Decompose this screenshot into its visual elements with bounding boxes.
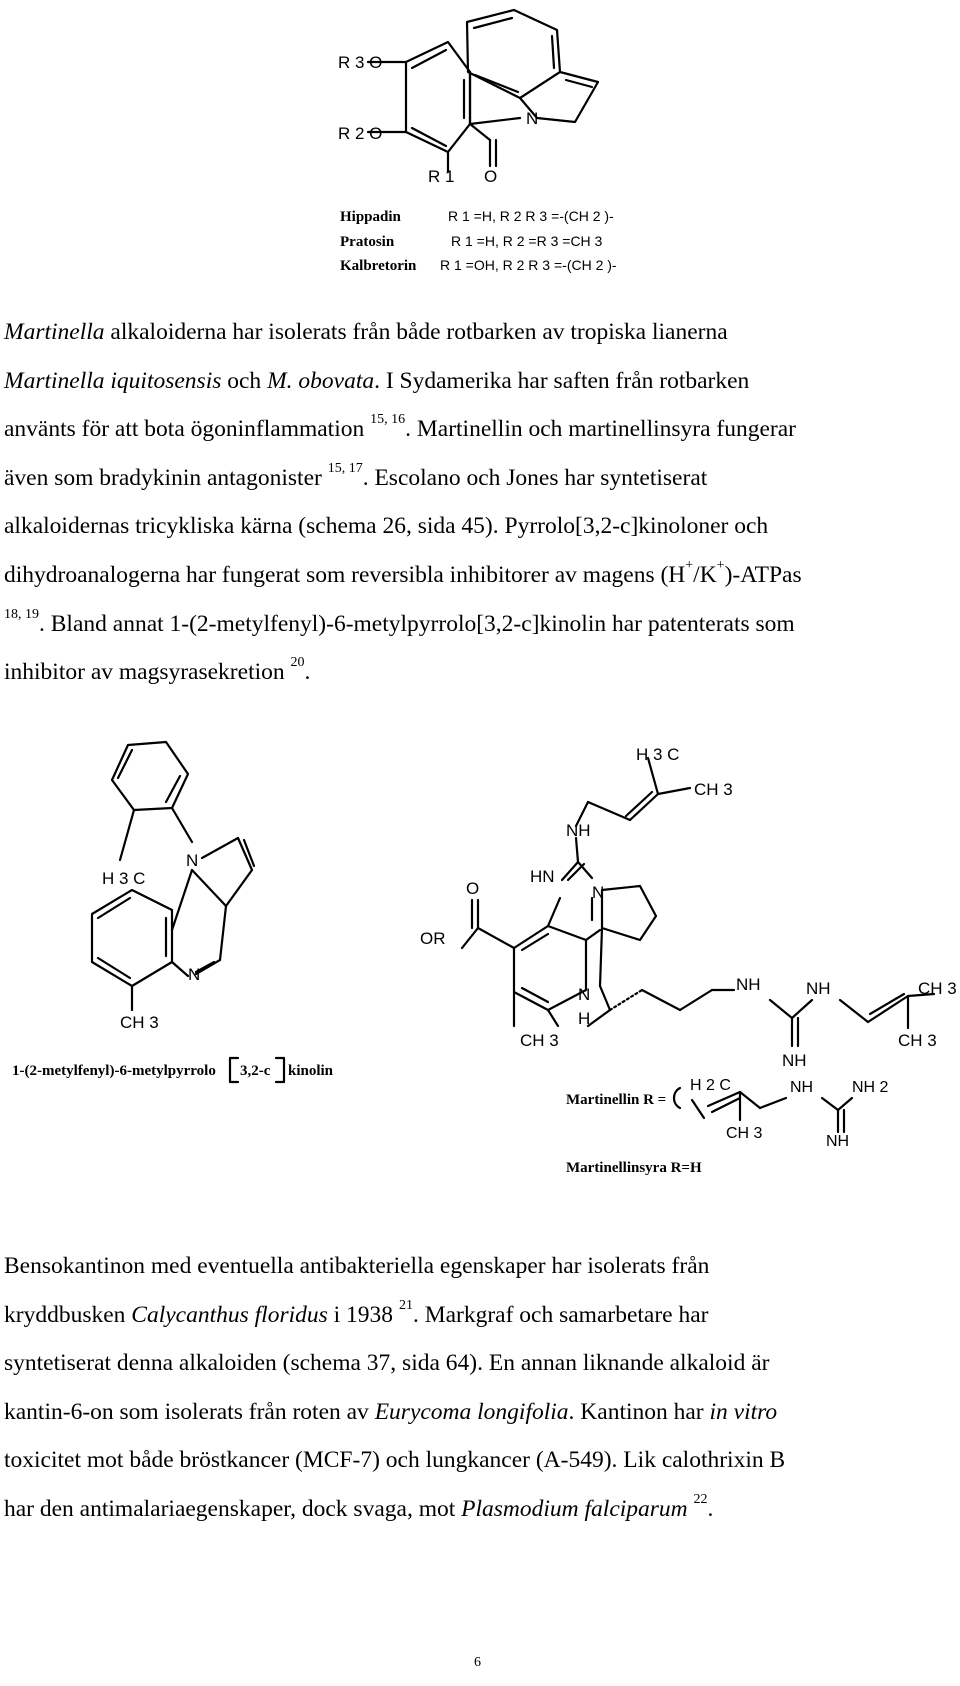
figure-schemes — [0, 720, 960, 1180]
p2-line-2: kryddbusken Calycanthus floridus i 1938 $^{21}$. Markgraf och samarbetare har — [4, 1297, 709, 1328]
ch3-right-label: CH 3 — [918, 979, 957, 998]
r2o-label: R 2 O — [338, 124, 383, 143]
carbonyl-o-label: O — [484, 167, 498, 186]
or-label: OR — [420, 929, 446, 948]
paragraph-martinella — [4, 308, 954, 697]
nh-e-label: NH — [826, 1133, 850, 1150]
ch3-r-label: CH 3 — [726, 1125, 763, 1142]
martinellin-bonds — [462, 758, 934, 1132]
ch3-left-label: CH 3 — [120, 1013, 159, 1032]
nh-b-label: NH — [806, 979, 831, 998]
bracket-close — [276, 1058, 284, 1082]
h3c-left-label: H 3 C — [102, 869, 146, 888]
p1-line-7: $^{18, 19}$. Bland annat 1-(2-metylfenyl)-6-metylpyrrolo[3,2-c]kinolin har patenterats som — [4, 606, 795, 637]
quinoline-n-label: N — [188, 965, 201, 984]
nh-upper-label: NH — [566, 821, 591, 840]
p1-line-5: alkaloidernas tricykliska kärna (schema 26, sida 45). Pyrrolo[3,2-c]kinoloner och — [4, 513, 769, 540]
nh-c-label: NH — [782, 1051, 807, 1070]
martinellin-label: Martinellin R = — [566, 1092, 667, 1108]
paragraph-bensokantinon — [4, 1242, 954, 1534]
ch3-top-label: CH 3 — [694, 780, 733, 799]
p1-line-3: använts för att bota ögoninflammation $^{15, 16}$. Martinellin och martinellinsyra fungerar — [4, 412, 797, 443]
caption-right: kinolin — [288, 1063, 334, 1079]
ring-nh-h-label: H — [578, 1009, 591, 1028]
p2-line-5: toxicitet mot både bröstkancer (MCF-7) och lungkancer (A-549). Lik calothrixin B — [4, 1447, 786, 1474]
carbonyl-o-label-2: O — [466, 879, 480, 898]
martinellinsyra-label: Martinellinsyra R=H — [566, 1160, 702, 1176]
r3o-label: R 3 O — [338, 53, 383, 72]
caption-mid: 3,2-c — [240, 1063, 271, 1079]
compound-sub-pratosin: R 1 =H, R 2 =R 3 =CH 3 — [451, 233, 603, 249]
ring-n-label: N — [526, 109, 539, 128]
page-number: 6 — [474, 1655, 481, 1670]
caption-left: 1-(2-metylfenyl)-6-metylpyrrolo — [12, 1063, 216, 1079]
nh2-label: NH 2 — [852, 1079, 889, 1096]
p2-line-3: syntetiserat denna alkaloiden (schema 37, sida 64). En annan liknande alkaloid är — [4, 1350, 770, 1377]
nh-d-label: NH — [790, 1079, 814, 1096]
nh-a-label: NH — [736, 975, 761, 994]
h3c-top-label: H 3 C — [636, 745, 680, 764]
hn-label: HN — [530, 867, 555, 886]
hippadin-bonds — [368, 10, 598, 172]
bracket-open — [230, 1058, 238, 1082]
p2-line-6: har den antimalariaegenskaper, dock svaga, mot Plasmodium falciparum $^{22}$. — [4, 1492, 714, 1522]
p2-line-4: kantin-6-on som isolerats från roten av Eurycoma longifolia. Kantinon har in vitro — [4, 1398, 778, 1425]
r1-label: R 1 — [428, 167, 455, 186]
compound-sub-hippadin: R 1 =H, R 2 R 3 =-(CH 2 )- — [448, 208, 614, 224]
compound-sub-kalbretorin: R 1 =OH, R 2 R 3 =-(CH 2 )- — [440, 257, 617, 273]
compound-name-kalbretorin: Kalbretorin — [340, 258, 417, 274]
p2-line-1: Bensokantinon med eventuella antibakteriella egenskaper har isolerats från — [4, 1253, 710, 1279]
ch3-ring-label: CH 3 — [520, 1031, 559, 1050]
ring-nh-n-label: N — [578, 985, 591, 1004]
ch3-bottom-label: CH 3 — [898, 1031, 937, 1050]
compound-name-pratosin: Pratosin — [340, 234, 395, 250]
h2c-label: H 2 C — [690, 1077, 731, 1094]
p1-line-6: dihydroanalogerna har fungerat som reversibla inhibitorer av magens (H+/K+)-ATPas — [4, 558, 802, 588]
compound-name-hippadin: Hippadin — [340, 209, 401, 225]
p1-line-8: inhibitor av magsyrasekretion $^{20}$. — [4, 655, 311, 686]
figure-hippadin-structure — [0, 0, 960, 300]
pyrrolidine-n-label: N — [592, 883, 605, 902]
p1-line-4: även som bradykinin antagonister $^{15, 17}$. Escolano och Jones har syntetiserat — [4, 460, 708, 491]
p1-line-2: Martinella iquitosensis och M. obovata. I Sydamerika har saften från rotbarken — [4, 367, 750, 394]
p1-line-1: Martinella alkaloiderna har isolerats från både rotbarken av tropiska lianerna — [4, 319, 728, 345]
pyrrole-n-label: N — [186, 851, 199, 870]
